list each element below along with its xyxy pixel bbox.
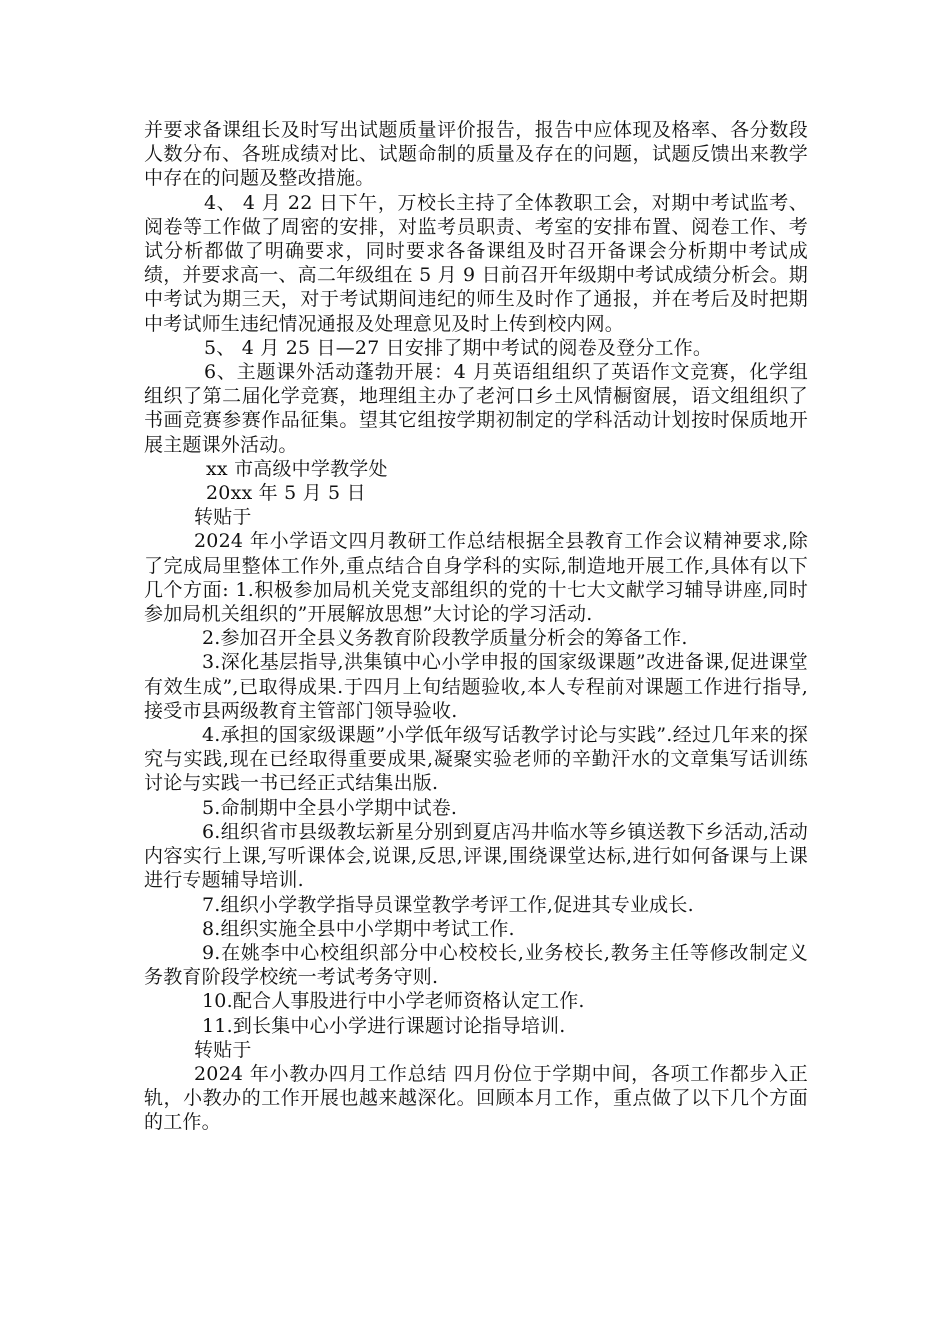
list-item-11: 11.到长集中心小学进行课题讨论指导培训. [202, 1014, 566, 1037]
paragraph-item-4-staff-meeting: 4、 4 月 22 日下午，万校长主持了全体教职工会，对期中考试监考、阅卷等工作做了周密的安排，对监考员职责、考室的安排布置、阅卷工作、考试分析都做了明确要求，同时要求各备课组及时召开备课会分析期中考试成绩，并要求高一、高二年级组在 5 月 9 日前召开年级期中考试成绩分析会。期中考试为期三天，对于考试期间违纪的师生及时作了通报，并在考后及时把期中考试师生违纪情况通报及处理意见及时上传到校内网。 [144, 191, 808, 335]
paragraph-exam-report: 并要求备课组长及时写出试题质量评价报告，报告中应体现及格率、各分数段人数分布、各班成绩对比、试题命制的质量及存在的问题，试题反馈出来教学中存在的问题及整改措施。 [144, 119, 808, 190]
repost-label: 转贴于 [194, 506, 252, 529]
list-item-3: 3.深化基层指导,洪集镇中心小学申报的国家级课题”改进备课,促进课堂有效生成”,已取得成果.于四月上旬结题验收,本人专程前对课题工作进行指导,接受市县两级教育主管部门领导验收. [144, 651, 808, 722]
signature-office: xx 市高级中学教学处 [206, 457, 388, 480]
paragraph-office-summary-intro: 2024 年小教办四月工作总结 四月份位于学期中间，各项工作都步入正轨，小教办的工作开展也越来越深化。回顾本月工作，重点做了以下几个方面的工作。 [144, 1062, 808, 1134]
list-item-9: 9.在姚李中心校组织部分中心校校长,业务校长,教务主任等修改制定义务教育阶段学校统一考试考务守则. [144, 941, 808, 989]
document-body [144, 118, 808, 1135]
list-item-7: 7.组织小学教学指导员课堂教学考评工作,促进其专业成长. [202, 893, 694, 916]
list-item-2: 2.参加召开全县义务教育阶段教学质量分析会的筹备工作. [202, 627, 688, 650]
paragraph-item-5-grading: 5、 4 月 25 日—27 日安排了期中考试的阅卷及登分工作。 [204, 336, 713, 359]
list-item-6: 6.组织省市县级教坛新星分别到夏店冯井临水等乡镇送教下乡活动,活动内容实行上课,写听课体会,说课,反思,评课,围绕课堂达标,进行如何备课与上课进行专题辅导培训. [144, 820, 808, 892]
list-item-8: 8.组织实施全县中小学期中考试工作. [202, 917, 515, 940]
list-item-4: 4.承担的国家级课题”小学低年级写话教学讨论与实践”.经过几年来的探究与实践,现在已经取得重要成果,凝聚实验老师的辛勤汗水的文章集写话训练讨论与实践一书已经正式结集出版. [144, 724, 808, 795]
list-item-10: 10.配合人事股进行中小学老师资格认定工作. [202, 990, 585, 1013]
signature-date: 20xx 年 5 月 5 日 [206, 482, 366, 505]
repost-label-2: 转贴于 [194, 1038, 252, 1061]
paragraph-chinese-summary-intro: 2024 年小学语文四月教研工作总结根据全县教育工作会议精神要求,除了完成局里整体工作外,重点结合自身学科的实际,制造地开展工作,具体有以下几个方面: 1.积极参加局机关党支部组织的党的十七大文献学习辅导讲座,同时参加局机关组织的”开展解放思想”大讨论的学习活动. [144, 530, 808, 626]
paragraph-item-6-activities: 6、主题课外活动蓬勃开展：4 月英语组组织了英语作文竞赛，化学组组织了第二届化学竞赛，地理组主办了老河口乡土风情橱窗展，语文组组织了书画竞赛参赛作品征集。望其它组按学期初制定的学科活动计划按时保质地开展主题课外活动。 [144, 361, 808, 456]
list-item-5: 5.命制期中全县小学期中试卷. [202, 796, 458, 819]
